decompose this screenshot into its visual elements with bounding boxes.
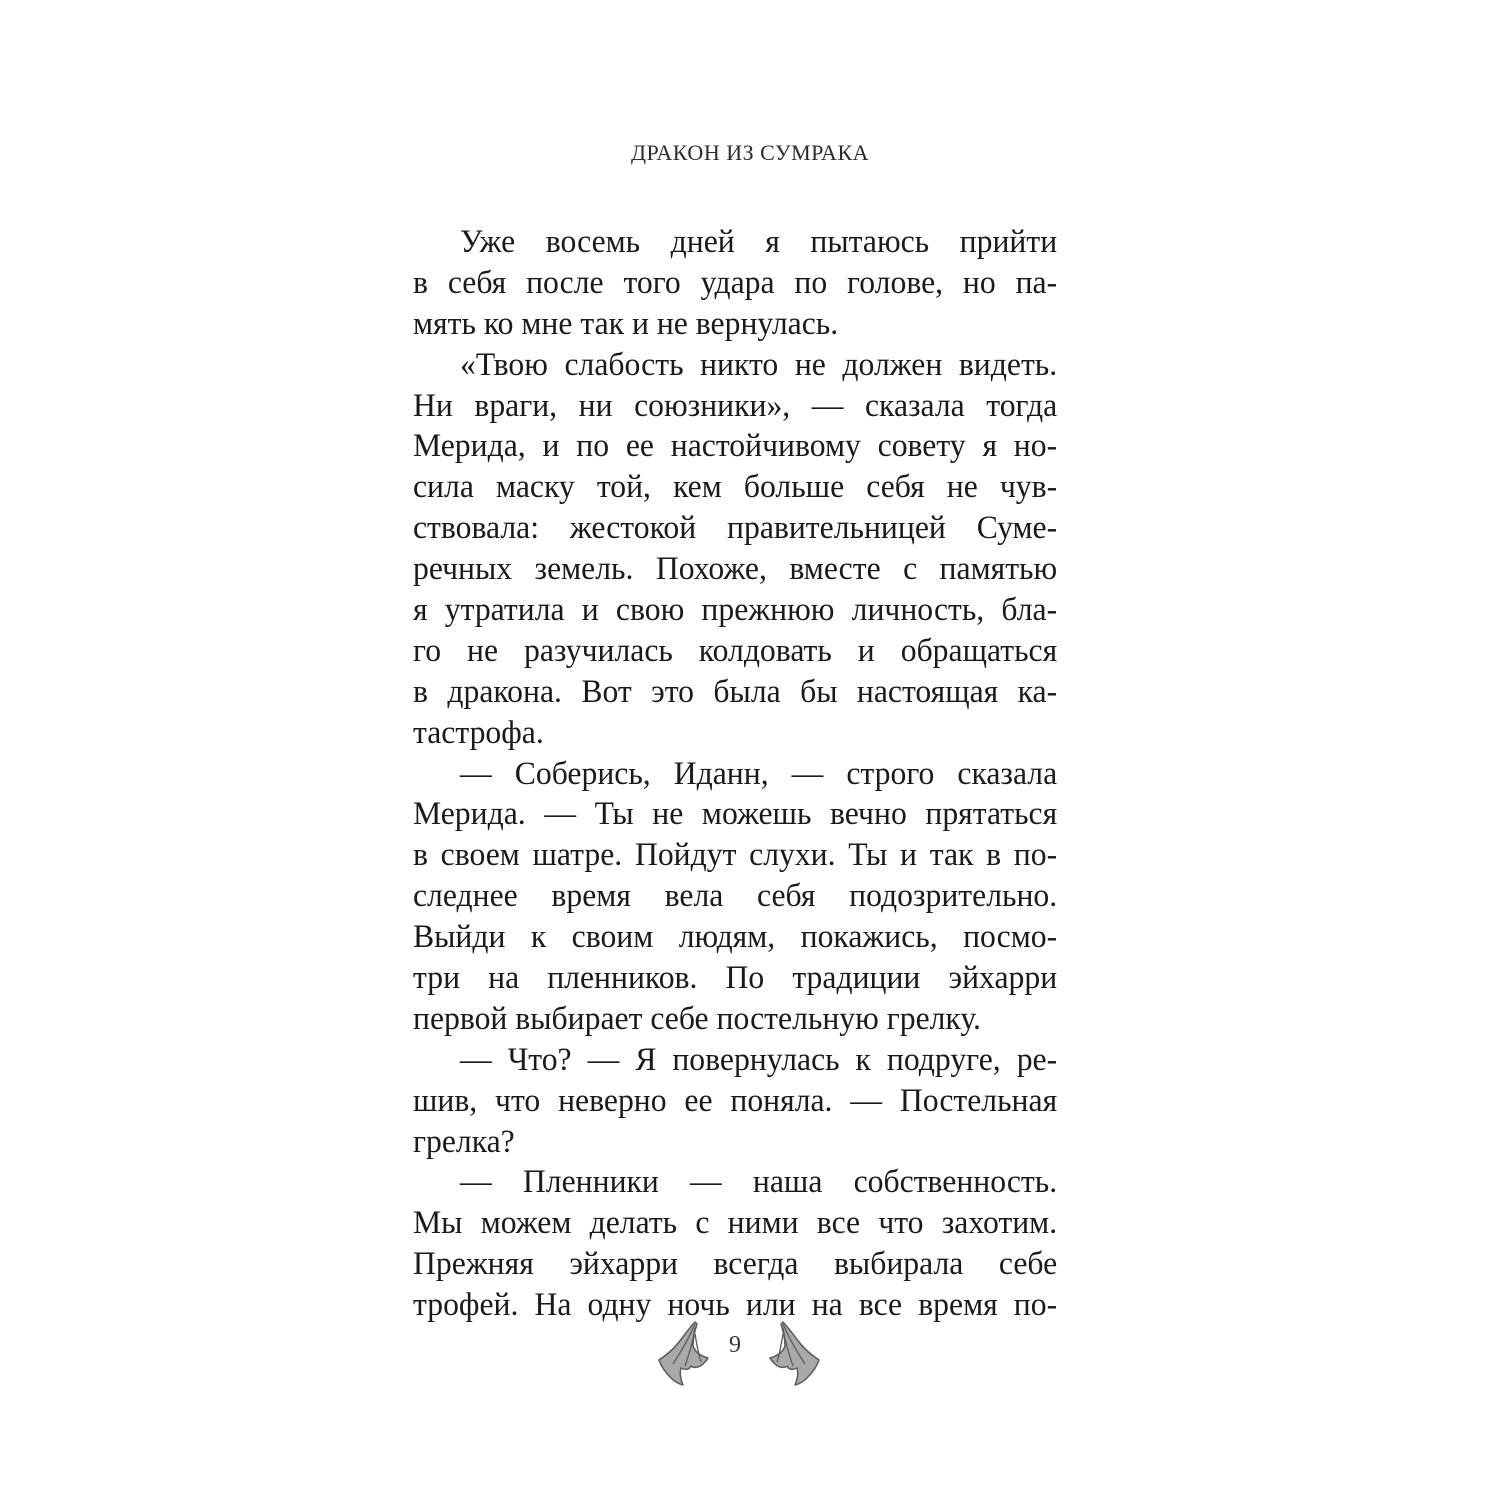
text-line: Мерида, и по ее настойчивому совету я но-	[413, 428, 1058, 465]
text-line: в дракона. Вот это была бы настоящая ка-	[413, 673, 1058, 710]
text-line: — Что? — Я повернулась к подруге, ре-	[460, 1041, 1058, 1078]
text-line: го не разучилась колдовать и обращаться	[413, 632, 1058, 669]
page-footer	[0, 1318, 1500, 1388]
running-title: ДРАКОН ИЗ СУМРАКА	[630, 140, 870, 165]
text-line: я утратила и свою прежнюю личность, бла-	[413, 592, 1058, 629]
text-line: три на пленников. По традиции эйхарри	[413, 960, 1058, 997]
text-line: «Твою слабость никто не должен видеть.	[460, 346, 1058, 383]
text-line: следнее время вела себя подозрительно.	[413, 878, 1058, 915]
text-line: тастрофа.	[413, 714, 544, 751]
dragon-wing-right-icon	[769, 1320, 823, 1386]
text-line: — Соберись, Иданн, — строго сказала	[460, 755, 1058, 792]
text-line: мять ко мне так и не вернулась.	[413, 305, 839, 342]
text-line: Уже восемь дней я пытаюсь прийти	[460, 224, 1058, 260]
text-line: Выйди к своим людям, покажись, посмо-	[413, 919, 1058, 956]
text-line: Мерида. — Ты не можешь вечно прятаться	[413, 796, 1058, 833]
page-number: 9	[729, 1332, 741, 1358]
text-line: Прежняя эйхарри всегда выбирала себе	[413, 1246, 1058, 1283]
text-line: Ни враги, ни союзники», — сказала тогда	[413, 387, 1058, 424]
text-line: в себя после того удара по голове, но па-	[413, 264, 1058, 301]
text-line: ствовала: жестокой правительницей Суме-	[413, 510, 1058, 547]
text-line: шив, что неверно ее поняла. — Постельная	[413, 1082, 1058, 1119]
text-line: трофей. На одну ночь или на все время по-	[413, 1287, 1058, 1324]
text-line: — Пленники — наша собственность.	[460, 1164, 1058, 1201]
text-line: первой выбирает себе постельную грелку.	[413, 1000, 981, 1037]
text-line: в своем шатре. Пойдут слухи. Ты и так в по-	[413, 837, 1058, 874]
text-line: сила маску той, кем больше себя не чув-	[413, 469, 1058, 506]
text-line: Мы можем делать с ними все что захотим.	[413, 1205, 1058, 1242]
text-line: грелка?	[413, 1123, 515, 1160]
text-line: речных земель. Похоже, вместе с памятью	[413, 551, 1058, 588]
dragon-wing-left-icon	[655, 1320, 709, 1386]
body-text	[413, 222, 1057, 1326]
